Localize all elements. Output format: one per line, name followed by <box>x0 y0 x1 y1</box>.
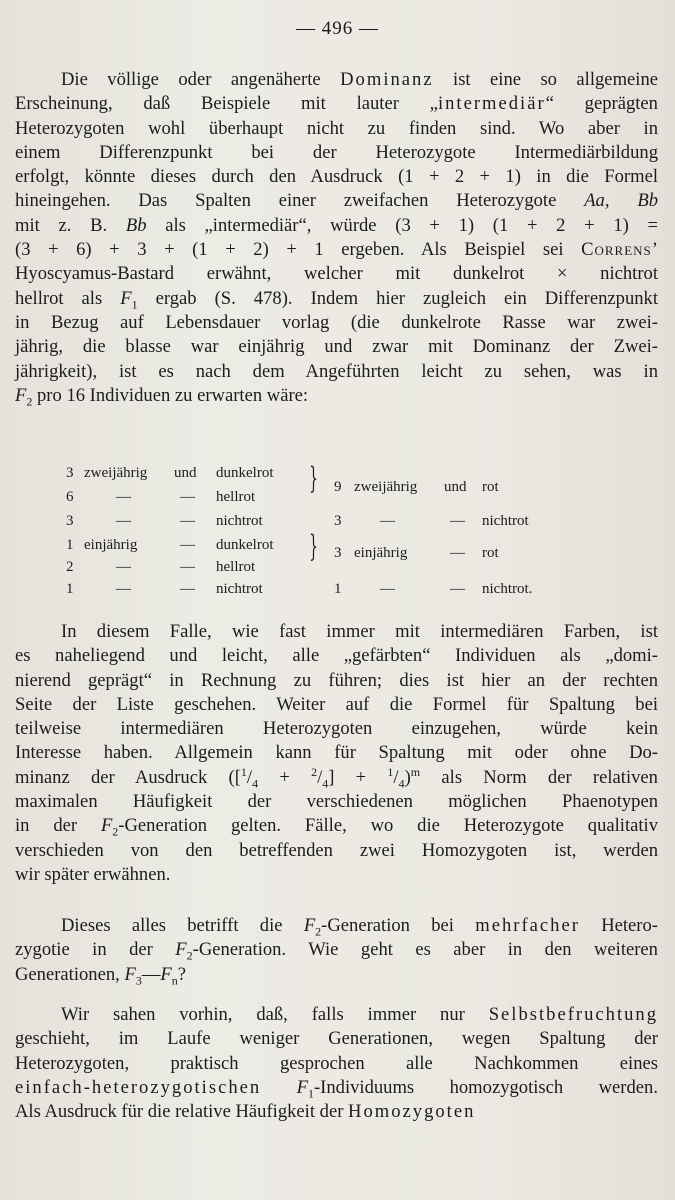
brace-bottom: } <box>309 529 318 564</box>
table-cell: 1 <box>334 581 342 597</box>
table-cell: — <box>180 581 195 597</box>
page-number: — 496 — <box>296 18 379 39</box>
table-cell: rot <box>482 545 499 561</box>
text-line: geschieht, im Laufe weniger Generationen, wegen Spaltung der <box>15 1028 658 1050</box>
text-line: Seite der Liste geschehen. Weiter auf die Formel für Spaltung bei <box>15 693 658 715</box>
table-cell: — <box>116 513 131 529</box>
text-line: einem Differenzpunkt bei der Heterozygote Intermediärbildung <box>15 141 658 163</box>
table-cell: 6 <box>66 489 74 505</box>
table-cell: und <box>444 479 467 495</box>
table-cell: dunkelrot <box>216 537 274 553</box>
table-cell: nichtrot. <box>482 581 533 597</box>
text-line: Wir sahen vorhin, daß, falls immer nur Selbstbefruchtung <box>61 1004 658 1025</box>
table-cell: — <box>180 537 195 553</box>
table-cell: — <box>450 545 465 561</box>
table-cell: zweijährig <box>84 465 148 481</box>
table-cell: 3 <box>334 513 342 529</box>
table-cell: 2 <box>66 559 74 575</box>
text-line: nierend geprägt“ in Rechnung zu führen; dies ist hier an der rechten <box>15 669 658 691</box>
table-cell: — <box>116 489 131 505</box>
table-cell: — <box>180 559 195 575</box>
paragraph-dominance <box>15 68 658 408</box>
table-cell: 3 <box>66 465 74 481</box>
table-cell: — <box>450 581 465 597</box>
table-cell: zweijährig <box>354 479 418 495</box>
text-line: jährig, die blasse war einjährig und zwar mit Dominanz der Zwei- <box>15 336 658 358</box>
table-cell: hellrot <box>216 559 256 575</box>
paragraph-self-fertilization <box>15 1003 658 1124</box>
text-line: $F_2$ pro 16 Individuen zu erwarten wäre: <box>15 384 309 409</box>
text-line: in Bezug auf Lebensdauer vorlag (die dunkelrote Rasse war zwei- <box>15 311 658 333</box>
table-cell: nichtrot <box>216 581 263 597</box>
table-cell: 3 <box>334 545 342 561</box>
text-line: Heterozygoten, praktisch gesprochen alle Nachkommen eines <box>15 1052 658 1074</box>
table-cell: hellrot <box>216 489 256 505</box>
table-cell: dunkelrot <box>216 465 274 481</box>
table-cell: nichtrot <box>482 513 529 529</box>
table-cell: einjährig <box>354 545 408 561</box>
text-line: minanz der Ausdruck $([^1/_4 + ^2/_4] + ^1/_4)^m$ als Norm der relativen <box>15 764 658 791</box>
paragraph-intermediate-colors <box>15 620 658 887</box>
text-line: teilweise intermediären Heterozygoten einzugehen, würde kein <box>15 718 658 740</box>
text-line: Die völlige oder angenäherte Dominanz ist eine so allgemeine <box>61 69 658 90</box>
text-line: maximalen Häufigkeit der verschiedenen möglichen Phaenotypen <box>15 791 658 813</box>
text-line: es naheliegend und leicht, alle „gefärbten“ Individuen als „domi- <box>15 645 658 667</box>
text-line: wir später erwähnen. <box>15 863 171 885</box>
table-cell: einjährig <box>84 537 138 553</box>
text-line: jährigkeit), ist es nach dem Angeführten leicht zu sehen, was in <box>15 360 658 382</box>
text-line: zygotie in der $F_2$-Generation. Wie geht es aber in den weiteren <box>15 939 658 964</box>
table-cell: — <box>116 581 131 597</box>
text-line: Erscheinung, daß Beispiele mit lauter „intermediär“ geprägten <box>15 93 658 115</box>
table-cell: 9 <box>334 479 342 495</box>
text-line: In diesem Falle, wie fast immer mit intermediären Farben, ist <box>61 621 658 642</box>
text-line: hineingehen. Das Spalten einer zweifachen Heterozygote Aa, Bb <box>15 190 658 212</box>
table-cell: 1 <box>66 581 74 597</box>
table-cell: 1 <box>66 537 74 553</box>
paragraph-f2-generation <box>15 914 658 987</box>
table-cell: — <box>380 581 395 597</box>
text-line: erfolgt, könnte dieses durch den Ausdruck (1 + 2 + 1) in die Formel <box>15 166 658 188</box>
table-cell: rot <box>482 479 499 495</box>
text-line: hellrot als $F_1$ ergab (S. 478). Indem hier zugleich ein Differenzpunkt <box>15 287 658 312</box>
table-cell: — <box>180 489 195 505</box>
brace-top: } <box>309 461 318 496</box>
text-line: (3 + 6) + 3 + (1 + 2) + 1 ergeben. Als Beispiel sei Correns’ <box>15 239 658 261</box>
table-cell: — <box>116 559 131 575</box>
text-line: Heterozygoten wohl überhaupt nicht zu finden sind. Wo aber in <box>15 117 658 139</box>
table-cell: — <box>380 513 395 529</box>
table-cell: 3 <box>66 513 74 529</box>
text-line: Dieses alles betrifft die $F_2$-Generation bei mehrfacher Hetero- <box>61 915 658 939</box>
text-line: in der $F_2$-Generation gelten. Fälle, wo die Heterozygote qualitativ <box>15 815 658 840</box>
text-line: mit z. B. Bb als „intermediär“, würde (3 + 1) (1 + 2 + 1) = <box>15 214 658 236</box>
text-line: Interesse haben. Allgemein kann für Spaltung mit oder ohne Do- <box>15 742 658 764</box>
text-line: Als Ausdruck für die relative Häufigkeit der Homozygoten <box>15 1101 476 1123</box>
table-cell: — <box>180 513 195 529</box>
text-line: einfach-heterozygotischen $F_1$-Individuums homozygotisch werden. <box>15 1076 658 1101</box>
text-line: Hyoscyamus-Bastard erwähnt, welcher mit dunkelrot × nichtrot <box>15 263 658 285</box>
table-cell: — <box>450 513 465 529</box>
table-cell: nichtrot <box>216 513 263 529</box>
text-line: Generationen, $F_3—F_n$? <box>15 963 187 988</box>
text-line: verschieden von den betreffenden zwei Homozygoten ist, werden <box>15 839 658 861</box>
table-cell: und <box>174 465 197 481</box>
